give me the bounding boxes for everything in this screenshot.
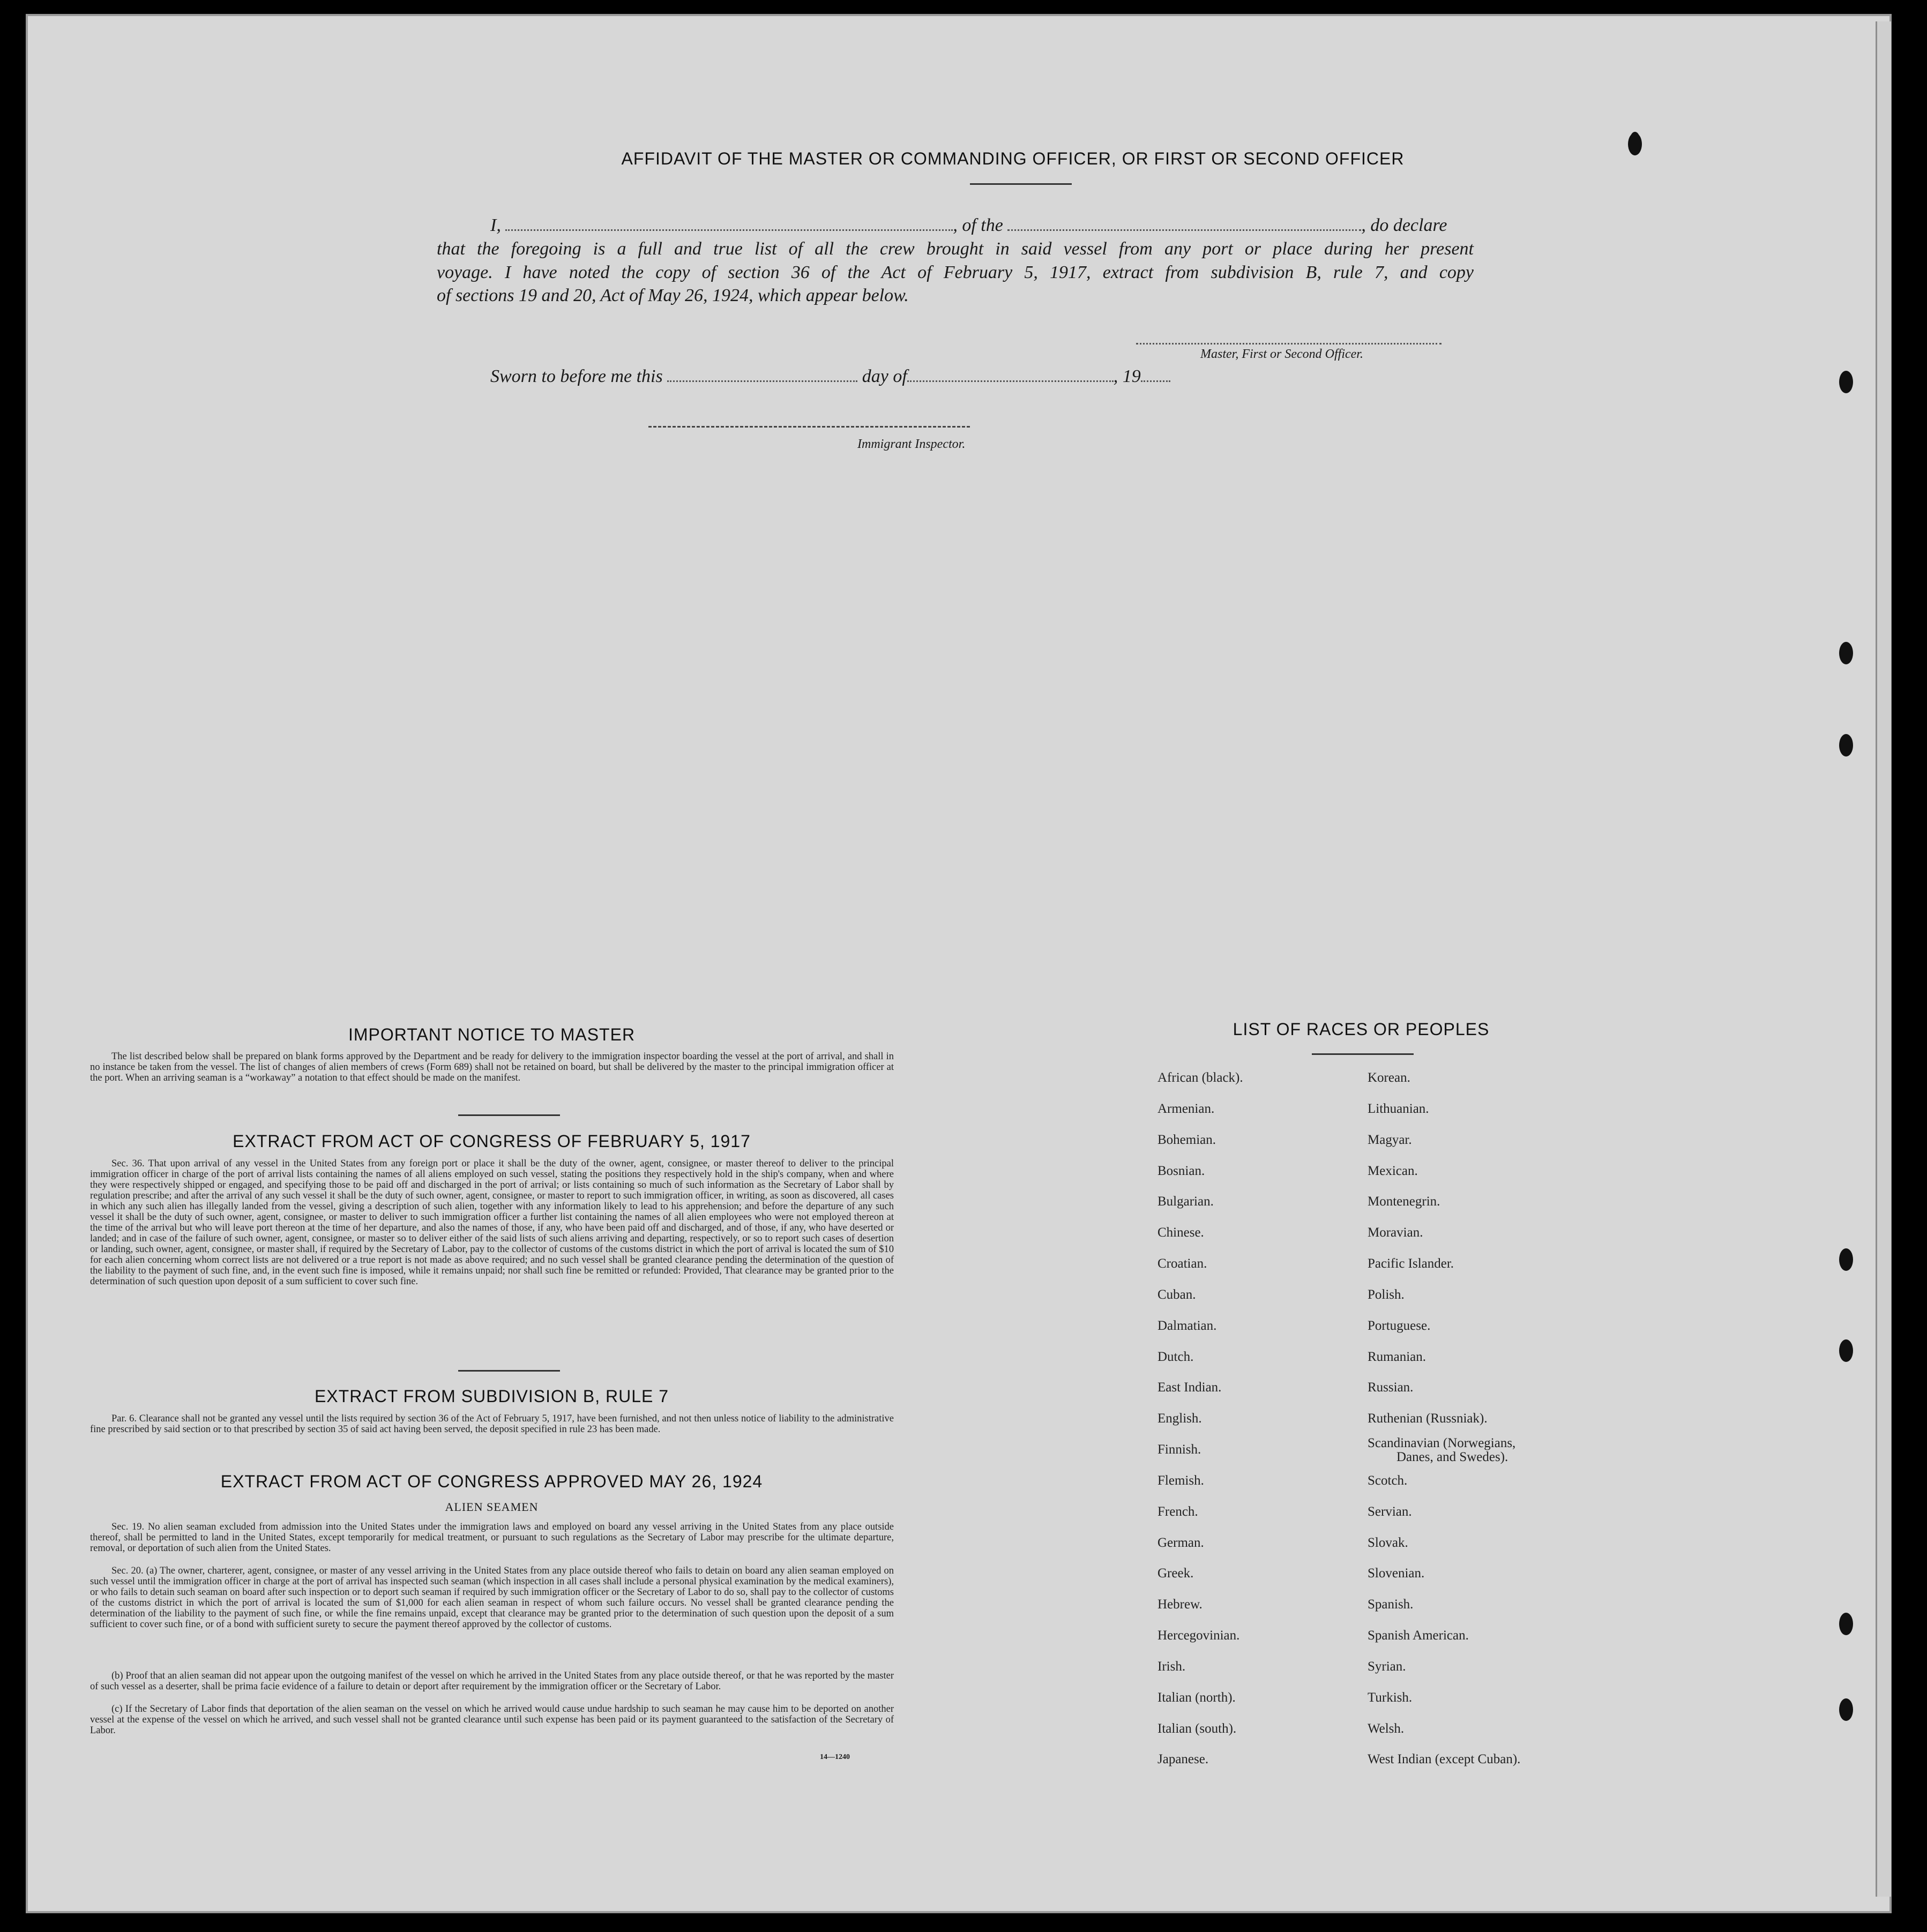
master-signature-label: Master, First or Second Officer.	[1200, 347, 1363, 361]
race-item: Irish.	[1157, 1659, 1186, 1674]
race-item: English.	[1157, 1411, 1202, 1426]
extract-1924-sec20a: Sec. 20. (a) The owner, charterer, agent, consignee, or master of any vessel arriving in the United States from any place outside thereof who fails to detain on board any alien seaman employed on such vessel until the immigration officer in charge at the port of arrival has inspected such seaman (which inspection in all cases shall include a personal physical examination by the medical examiners), or who fails to detain such seaman on board after such inspection or to deport such seaman if required by such immigration officer or the Secretary of Labor to do so, shall pay to the collector of customs of the customs district in which the port of arrival is located the sum of $1,000 for each alien seaman in respect of whom such failure occurs. No vessel shall be granted clearance pending the determination of the liability to the payment of such fine, or while the fine remains unpaid, except that clearance may be granted prior to the determination of such question upon the deposit of a sum sufficient to cover such fine, or of a bond with sufficient surety to secure the payment thereof approved by the collector of customs.	[90, 1566, 894, 1630]
race-item: Servian.	[1368, 1504, 1412, 1519]
extract-1924-sec19: Sec. 19. No alien seaman excluded from admission into the United States under the immigration laws and employed on board any vessel arriving in the United States from any place outside thereof, shall be permitted to land in the United States, except temporarily for medical treatment, or pursuant to such regulations as the Secretary of Labor may prescribe for the ultimate departure, removal, or deportation of such alien from the United States.	[90, 1522, 894, 1554]
divider	[1312, 1053, 1414, 1055]
race-item: Portuguese.	[1368, 1319, 1431, 1333]
affidavit-declare: , do declare	[1361, 215, 1447, 235]
race-item: Slovenian.	[1368, 1566, 1425, 1581]
race-item: Montenegrin.	[1368, 1194, 1440, 1209]
race-item: African (black).	[1157, 1070, 1243, 1085]
master-name-field[interactable]	[505, 226, 953, 231]
race-item: Korean.	[1368, 1070, 1410, 1085]
race-item: Welsh.	[1368, 1721, 1405, 1736]
race-item: Hercegovinian.	[1157, 1628, 1240, 1643]
affidavit-line-2: that the foregoing is a full and true list of all the crew brought in said vessel from any port or place during her present	[437, 239, 1474, 259]
affidavit-line-1	[490, 215, 1474, 236]
affidavit-of: , of the	[953, 215, 1003, 235]
race-item: Russian.	[1368, 1380, 1414, 1395]
extract-1917-title: EXTRACT FROM ACT OF CONGRESS OF FEBRUARY 5, 1917	[233, 1132, 751, 1151]
race-item: Slovak.	[1368, 1536, 1408, 1550]
race-item: Armenian.	[1157, 1102, 1215, 1116]
extract-1924-title: EXTRACT FROM ACT OF CONGRESS APPROVED MAY 26, 1924	[220, 1472, 763, 1491]
sworn-prefix: Sworn to before me this	[490, 366, 663, 386]
race-item: Italian (south).	[1157, 1721, 1237, 1736]
race-item: Lithuanian.	[1368, 1102, 1429, 1116]
binder-hole	[1629, 132, 1641, 155]
race-item: Moravian.	[1368, 1225, 1423, 1240]
race-item: Polish.	[1368, 1287, 1405, 1302]
race-item: Mexican.	[1368, 1164, 1418, 1178]
race-item: Dalmatian.	[1157, 1319, 1217, 1333]
race-item: German.	[1157, 1536, 1204, 1550]
sworn-line	[490, 366, 1170, 387]
race-item: Bohemian.	[1157, 1133, 1216, 1147]
affidavit-line-3: voyage. I have noted the copy of section 36 of the Act of February 5, 1917, extract from subdivision B, rule 7, and copy	[437, 263, 1474, 282]
page-edge	[1876, 21, 1891, 1897]
race-item: Chinese.	[1157, 1225, 1204, 1240]
binder-hole	[1839, 1339, 1853, 1362]
binder-hole	[1839, 1698, 1853, 1721]
notice-title: IMPORTANT NOTICE TO MASTER	[348, 1025, 636, 1044]
extract-1924-sec20b: (b) Proof that an alien seaman did not appear upon the outgoing manifest of the vessel on which he arrived in the United States from any place outside thereof, or that he was reported by the master of such vessel as a deserter, shall be prima facie evidence of a failure to detain or deport after requirement by the immigration officer or the Secretary of Labor.	[90, 1671, 894, 1692]
race-item: Magyar.	[1368, 1133, 1412, 1147]
race-item: Ruthenian (Russniak).	[1368, 1411, 1488, 1426]
binder-hole	[1839, 734, 1853, 757]
divider	[458, 1114, 560, 1116]
extract-1917-text: Sec. 36. That upon arrival of any vessel in the United States from any foreign port or place it shall be the duty of the owner, agent, consignee, or master thereof to deliver to the principal immigration officer in charge of the port of arrival lists containing the names of all aliens employed on such vessel, stating the positions they respectively hold in the ship's company, when and where they were respectively shipped or engaged, and specifying those to be paid off and discharged in the port of arrival; or lists containing so much of such information as the Secretary of Labor shall by regulation prescribe; and after the arrival of any such vessel it shall be the duty of such owner, agent, consignee, or master to report to such immigration officer, in writing, as soon as discovered, all cases in which any such alien has illegally landed from the vessel, giving a description of such alien, together with any information likely to lead to his apprehension; and before the departure of any such vessel it shall be the duty of such owner, agent, consignee, or master to deliver to such immigration officer a further list containing the names of all alien employees who were not employed thereon at the time of the arrival but who will leave port thereon at the time of her departure, and also the names of those, if any, who have been paid off and discharged, and of those, if any, who have deserted or landed; and in case of the failure of such owner, agent, consignee, or master so to deliver either of the said lists of such aliens arriving and departing, respectively, or so to report such cases of desertion or landing, such owner, agent, consignee, or master shall, if required by the Secretary of Labor, pay to the collector of customs of the customs district in which the port of arrival is located the sum of $10 for each alien concerning whom correct lists are not delivered or a true report is not made as above required; and no such vessel shall be granted clearance pending the determination of the question of the liability to the payment of such fine, and, in the event such fine is imposed, while it remains unpaid; nor shall such fine be remitted or refunded: Provided, That clearance may be granted prior to the determination of such question upon deposit of a sum sufficient to cover such fine.	[90, 1158, 894, 1287]
affidavit-title: AFFIDAVIT OF THE MASTER OR COMMANDING OFFICER, OR FIRST OR SECOND OFFICER	[621, 149, 1405, 168]
sworn-year: , 19	[1113, 366, 1141, 386]
extract-1924-subtitle: ALIEN SEAMEN	[445, 1500, 539, 1514]
race-item: Turkish.	[1368, 1690, 1413, 1705]
race-item-continuation: Danes, and Swedes).	[1396, 1450, 1508, 1464]
sworn-day-field[interactable]	[667, 377, 857, 382]
race-item: Dutch.	[1157, 1350, 1194, 1364]
race-item: Spanish.	[1368, 1597, 1414, 1612]
races-title: LIST OF RACES OR PEOPLES	[1233, 1020, 1490, 1039]
inspector-signature-line[interactable]	[648, 426, 970, 428]
race-item: Greek.	[1157, 1566, 1194, 1581]
master-signature-line[interactable]	[1136, 343, 1441, 345]
form-number: 14—1240	[820, 1753, 850, 1761]
race-item: Japanese.	[1157, 1752, 1209, 1766]
binder-hole	[1839, 1613, 1853, 1635]
race-item: Rumanian.	[1368, 1350, 1426, 1364]
binder-hole	[1839, 1248, 1853, 1271]
affidavit-line-4: of sections 19 and 20, Act of May 26, 1924, which appear below.	[437, 286, 909, 305]
race-item: Cuban.	[1157, 1287, 1196, 1302]
race-item: Croatian.	[1157, 1256, 1207, 1271]
affidavit-i: I,	[490, 215, 501, 235]
race-item: Italian (north).	[1157, 1690, 1236, 1705]
race-item: Hebrew.	[1157, 1597, 1202, 1612]
inspector-signature-label: Immigrant Inspector.	[857, 437, 966, 451]
divider	[458, 1370, 560, 1372]
race-item: Scotch.	[1368, 1473, 1408, 1488]
race-item: Spanish American.	[1368, 1628, 1469, 1643]
race-item: Finnish.	[1157, 1442, 1201, 1457]
notice-text: The list described below shall be prepared on blank forms approved by the Department and be ready for delivery to the immigration inspector boarding the vessel at the port of arrival, and shall in no instance be taken from the vessel. The list of changes of alien members of crews (Form 689) shall not be retained on board, but shall be delivered by the master to the principal immigration officer at the port. When an arriving seaman is a “workaway” a notation to that effect should be made on the manifest.	[90, 1051, 894, 1083]
race-item: Scandinavian (Norwegians,	[1368, 1436, 1516, 1450]
race-item: French.	[1157, 1504, 1198, 1519]
race-item: East Indian.	[1157, 1380, 1222, 1395]
extract-rule7-text: Par. 6. Clearance shall not be granted any vessel until the lists required by section 36 of the Act of February 5, 1917, have been furnished, and not then unless notice of liability to the administrative fine prescribed by said section or to that prescribed by section 35 of said act having been served, the deposit specified in rule 23 has been made.	[90, 1413, 894, 1435]
extract-rule7-title: EXTRACT FROM SUBDIVISION B, RULE 7	[314, 1387, 669, 1406]
race-item: Flemish.	[1157, 1473, 1204, 1488]
sworn-year-field[interactable]	[1141, 377, 1170, 382]
divider	[970, 183, 1072, 185]
race-item: Bulgarian.	[1157, 1194, 1214, 1209]
race-item: Syrian.	[1368, 1659, 1406, 1674]
race-item: Pacific Islander.	[1368, 1256, 1454, 1271]
race-item: Bosnian.	[1157, 1164, 1205, 1178]
binder-hole	[1839, 642, 1853, 664]
race-item: West Indian (except Cuban).	[1368, 1752, 1521, 1766]
vessel-name-field[interactable]	[1007, 226, 1361, 231]
sworn-month-field[interactable]	[907, 377, 1114, 382]
extract-1924-sec20c: (c) If the Secretary of Labor finds that deportation of the alien seaman on the vessel on which he arrived would cause undue hardship to such seaman he may cause him to be deported on another vessel at the expense of the vessel on which he arrived, and such vessel shall not be granted clearance until such expense has been paid or its payment guaranteed to the satisfaction of the Secretary of Labor.	[90, 1704, 894, 1736]
sworn-day-of: day of	[862, 366, 907, 386]
binder-hole	[1839, 371, 1853, 393]
